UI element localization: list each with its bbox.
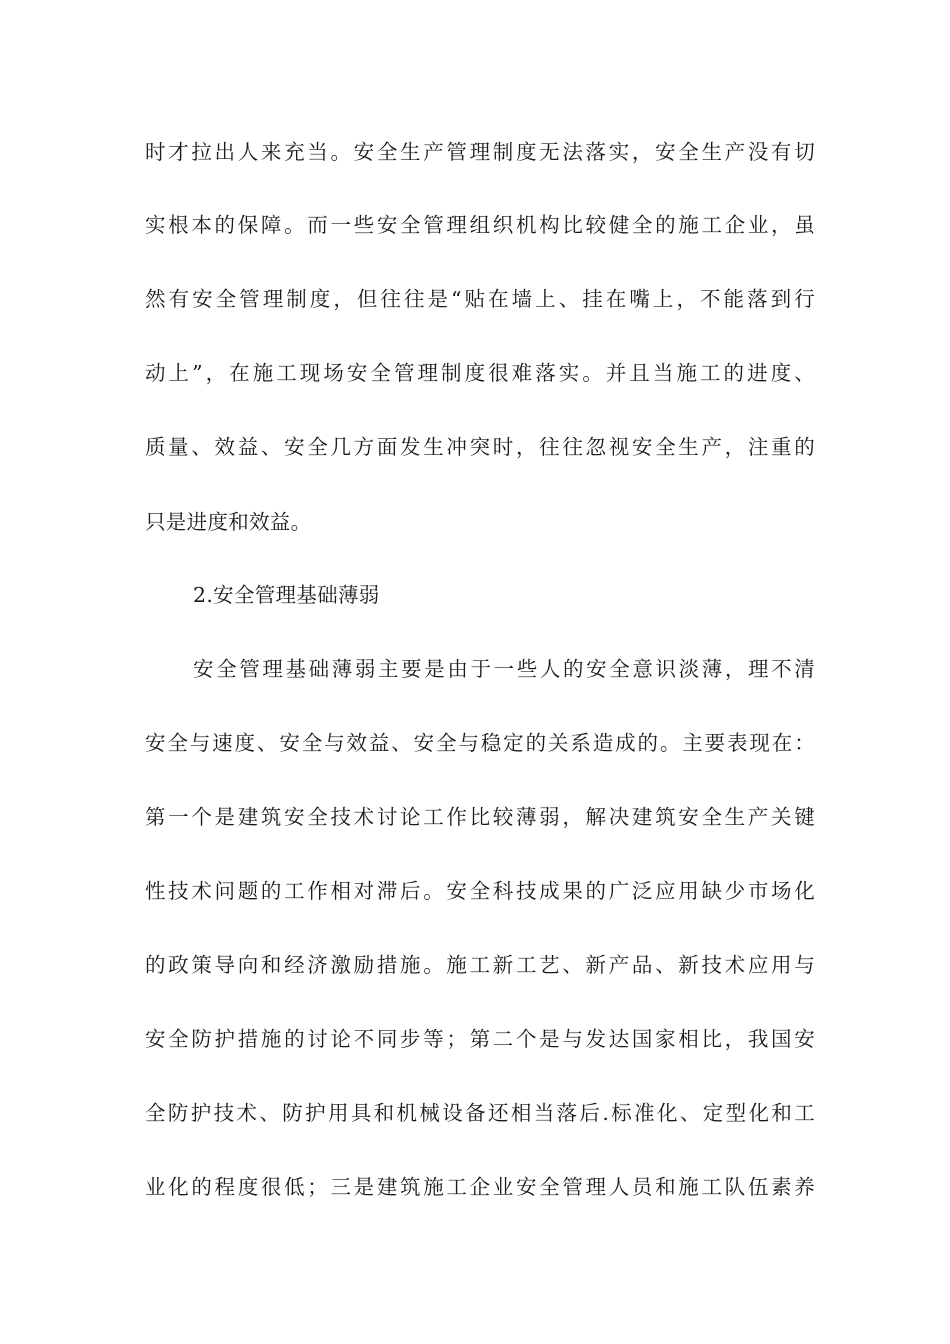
paragraph-1-line-5: 质量、效益、安全几方面发生冲突时，往往忽视安全生产，注重的 — [145, 435, 815, 459]
paragraph-2-line-2: 安全与速度、安全与效益、安全与稳定的关系造成的。主要表现在： — [145, 731, 815, 755]
section-heading: 2.安全管理基础薄弱 — [193, 583, 380, 607]
paragraph-1-line-4: 动上”，在施工现场安全管理制度很难落实。并且当施工的进度、 — [145, 361, 815, 385]
paragraph-2-line-3: 第一个是建筑安全技术讨论工作比较薄弱，解决建筑安全生产关键 — [145, 805, 815, 829]
paragraph-1-line-2: 实根本的保障。而一些安全管理组织机构比较健全的施工企业，虽 — [145, 213, 815, 237]
paragraph-2-line-8: 业化的程度很低；三是建筑施工企业安全管理人员和施工队伍素养 — [145, 1175, 815, 1199]
paragraph-2-line-4: 性技术问题的工作相对滞后。安全科技成果的广泛应用缺少市场化 — [145, 879, 815, 903]
paragraph-2-line-1: 安全管理基础薄弱主要是由于一些人的安全意识淡薄，理不清 — [193, 657, 815, 681]
paragraph-1-line-1: 时才拉出人来充当。安全生产管理制度无法落实，安全生产没有切 — [145, 140, 815, 164]
paragraph-2-line-6: 安全防护措施的讨论不同步等；第二个是与发达国家相比，我国安 — [145, 1027, 815, 1051]
paragraph-1-line-6: 只是进度和效益。 — [145, 510, 312, 534]
paragraph-1-line-3: 然有安全管理制度，但往往是“贴在墙上、挂在嘴上，不能落到行 — [145, 287, 815, 311]
paragraph-2-line-7: 全防护技术、防护用具和机械设备还相当落后.标准化、定型化和工 — [145, 1101, 815, 1125]
paragraph-2-line-5: 的政策导向和经济激励措施。施工新工艺、新产品、新技术应用与 — [145, 953, 815, 977]
